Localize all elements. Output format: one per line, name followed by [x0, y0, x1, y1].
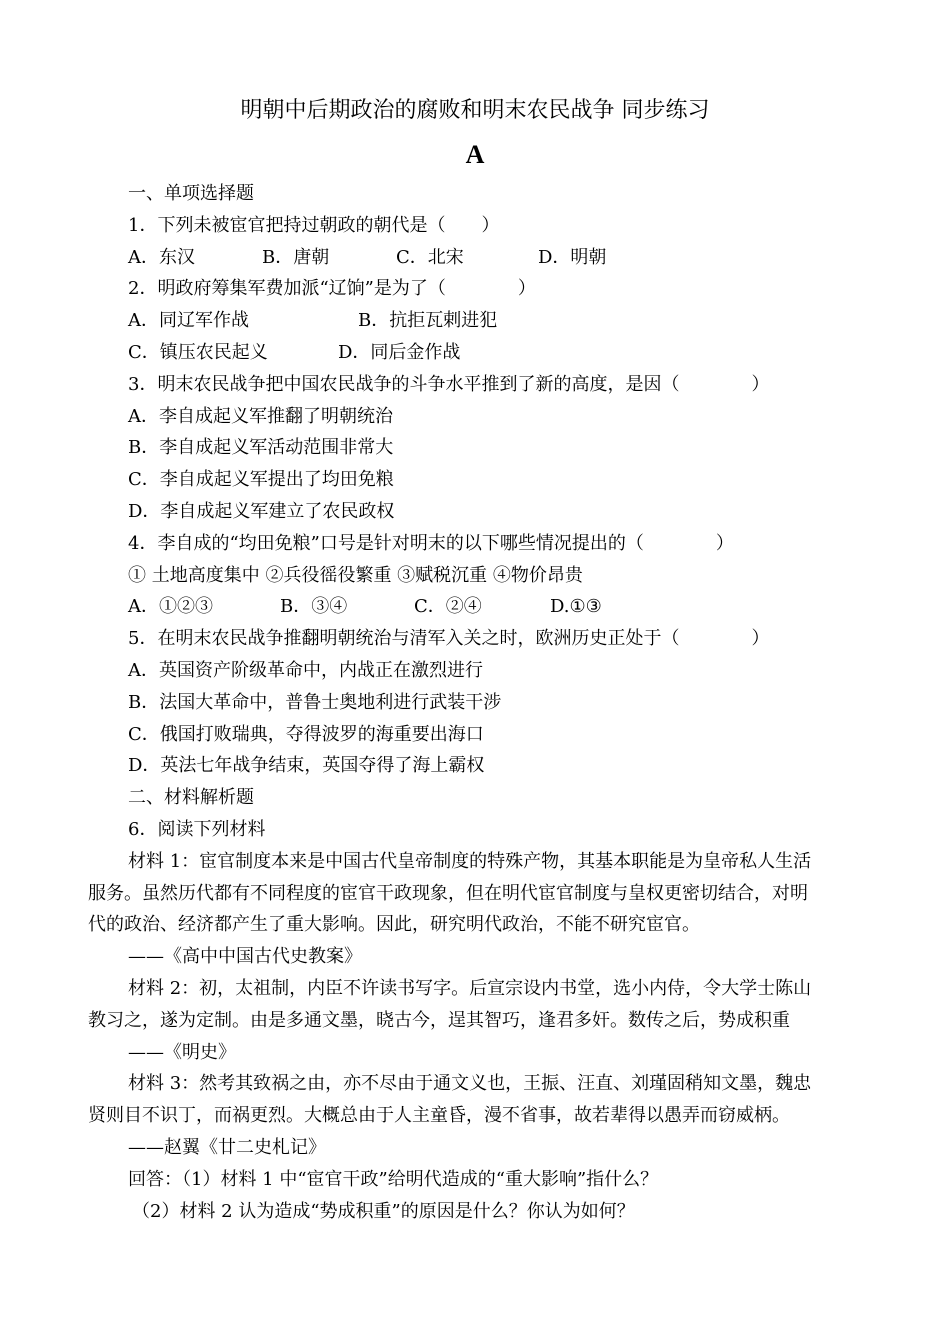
material-text: 代的政治、经济都产生了重大影响。因此，研究明代政治，不能不研究宦官。: [88, 914, 700, 936]
material-source: ——《高中中国古代史教案》: [128, 946, 362, 968]
answer-prompt: 回答：（1）材料 1 中“宦官干政”给明代造成的“重大影响”指什么？: [128, 1168, 659, 1190]
option: D.①③: [550, 596, 602, 618]
material-text: 材料 1：宦官制度本来是中国古代皇帝制度的特殊产物，其基本职能是为皇帝私人生活: [128, 850, 812, 872]
option: C．北宋: [396, 246, 464, 268]
answer-prompt: （2）材料 2 认为造成“势成积重”的原因是什么？你认为如何？: [132, 1200, 635, 1222]
option: B．③④: [280, 596, 348, 618]
material-2: [88, 973, 863, 1037]
option: C．②④: [414, 596, 482, 618]
question-options: [128, 242, 863, 274]
option: D．李自成起义军建立了农民政权: [128, 500, 395, 522]
question-stem: 3．明末农民战争把中国农民战争的斗争水平推到了新的高度，是因（ ）: [128, 373, 770, 395]
option: A．李自成起义军推翻了明朝统治: [128, 405, 393, 427]
section-heading: 一、单项选择题: [128, 183, 254, 204]
option: A．同辽军作战: [128, 310, 249, 332]
option: A．①②③: [128, 596, 213, 618]
page-subtitle: A: [465, 140, 485, 169]
option: C．俄国打败瑞典，夺得波罗的海重要出海口: [128, 723, 484, 745]
material-text: 贤则目不识丁，而祸更烈。大概总由于人主童昏，漫不省事，故若辈得以愚弄而窃威柄。: [88, 1105, 790, 1127]
section-heading: 二、材料解析题: [128, 787, 254, 809]
material-text: 服务。虽然历代都有不同程度的宦官干政现象，但在明代宦官制度与皇权更密切结合，对明: [88, 882, 808, 904]
material-1: [88, 846, 863, 941]
option: C．镇压农民起义: [128, 341, 268, 363]
option: B．李自成起义军活动范围非常大: [128, 437, 394, 459]
option: B．法国大革命中，普鲁士奥地利进行武装干涉: [128, 691, 502, 713]
page-title: 明朝中后期政治的腐败和明末农民战争 同步练习: [240, 98, 710, 123]
option: D．英法七年战争结束，英国夺得了海上霸权: [128, 755, 485, 777]
question-options: [128, 591, 863, 623]
question-options: [128, 305, 863, 337]
question-stem: 6．阅读下列材料: [128, 818, 266, 840]
question-options: [128, 337, 863, 369]
material-text: 教习之，遂为定制。由是多通文墨，晓古今，逞其智巧，逢君多奸。数传之后，势成积重: [88, 1009, 790, 1031]
question-stem: 5．在明末农民战争推翻明朝统治与清军入关之时，欧洲历史正处于（ ）: [128, 628, 770, 650]
option: D．同后金作战: [338, 341, 461, 363]
option: B．抗拒瓦剌进犯: [358, 310, 498, 332]
material-source: ——赵翼《廿二史札记》: [128, 1136, 326, 1158]
document-body: [88, 178, 863, 1227]
material-text: 材料 3：然考其致祸之由，亦不尽由于通文义也，王振、汪直、刘瑾固稍知文墨，魏忠: [128, 1073, 812, 1095]
question-stem: 1．下列未被宦官把持过朝政的朝代是（ ）: [128, 214, 500, 236]
material-source: ——《明史》: [128, 1041, 236, 1063]
question-items: ① 土地高度集中 ②兵役徭役繁重 ③赋税沉重 ④物价昂贵: [128, 564, 583, 586]
option: C．李自成起义军提出了均田免粮: [128, 469, 394, 491]
material-3: [88, 1068, 863, 1132]
option: A．英国资产阶级革命中，内战正在激烈进行: [128, 659, 483, 681]
question-stem: 2．明政府筹集军费加派“辽饷”是为了（ ）: [128, 278, 536, 300]
material-text: 材料 2：初，太祖制，内臣不许读书写字。后宣宗设内书堂，选小内侍，令大学士陈山: [128, 977, 812, 999]
option: A．东汉: [128, 246, 195, 268]
question-stem: 4．李自成的“均田免粮”口号是针对明末的以下哪些情况提出的（ ）: [128, 532, 734, 554]
option: D．明朝: [538, 246, 607, 268]
option: B．唐朝: [262, 246, 330, 268]
